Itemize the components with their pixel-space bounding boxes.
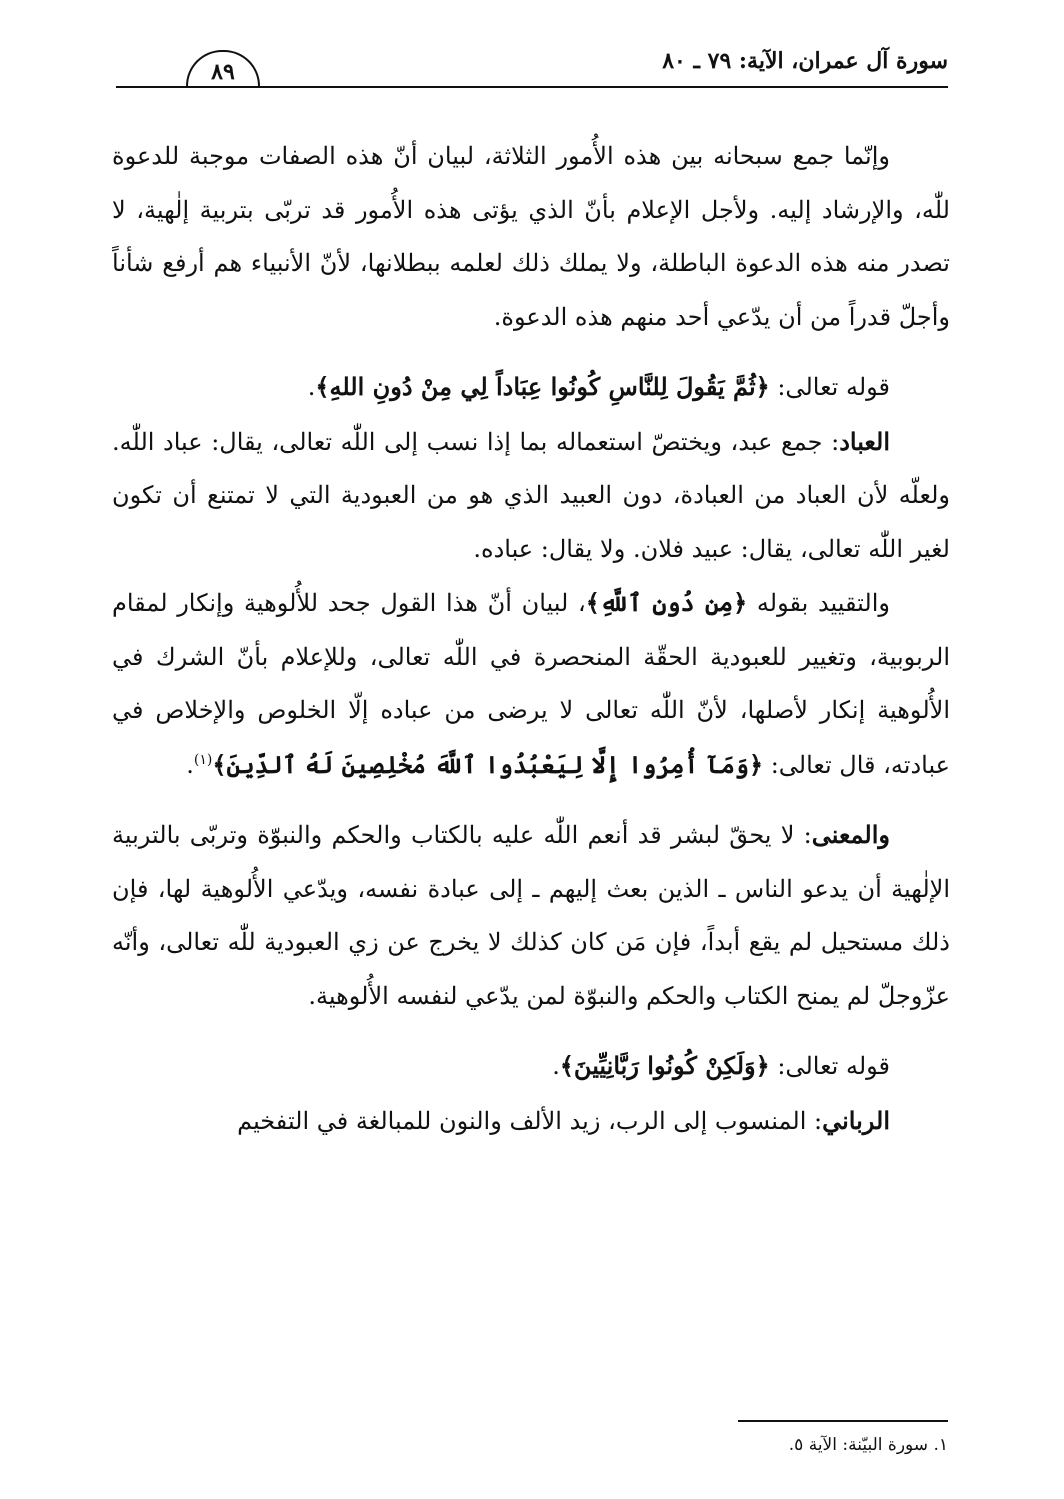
text-line: تكون لغير اللّٰه تعالى، يقال: عبيد فلان. ولا يقال: عباده. (112, 481, 950, 563)
text-line: وإنّما جمع سبحانه بين هذه الأُمور الثلاثة، لبيان أنّ هذه الصفات موجبة (188, 142, 890, 170)
paragraph-verse-1 (112, 360, 950, 415)
paragraph-restriction (112, 576, 950, 792)
text-line: ، لبيان أنّ هذا القول جحد للأُلوهية وإنكار (177, 589, 586, 617)
text-line: للدعوة للّٰه، والإرشاد إليه. ولأجل الإعلام بأنّ الذي يؤتى هذه الأُمور قد تربّى (112, 142, 950, 224)
page-header (116, 46, 948, 86)
text-line: بالتربية الإلٰهية أن يدعو الناس ـ الذين بعث إليهم ـ إلى عبادة نفسه، ويدّعي (112, 821, 950, 903)
paragraph-meaning (112, 808, 950, 1023)
text-line: : لا يحقّ لبشر قد أنعم اللّٰه عليه بالكتاب والحكم والنبوّة وتربّى (189, 821, 812, 849)
text-line: اللّٰه. ولعلّه لأن العباد من العبادة، دون العبيد الذي هو من العبودية التي لا تمتنع أن (112, 427, 950, 509)
page-number: ٨٩ (186, 50, 260, 86)
footnote-rule (738, 1420, 948, 1422)
quran-verse: ﴿وَلَكِنْ كُونُوا رَبَّانِيِّينَ﴾ (559, 1051, 770, 1080)
text-line: : المنسوب إلى الرب، زيد الألف والنون للمبالغة في التفخيم (237, 1106, 823, 1135)
quran-verse: ﴿ثُمَّ يَقُولَ لِلنَّاسِ كُونُوا عِبَاداً لِي مِنْ دُونِ اللهِ﴾ (315, 372, 770, 401)
paragraph-tail: . (186, 750, 194, 779)
text-line: : جمع عبد، ويختصّ استعماله بما إذا نسب إلى اللّٰه تعالى، يقال: عباد (163, 427, 840, 456)
verse-lead: قوله تعالى: (769, 1052, 890, 1080)
footnote: ١. سورة البيّنة: الآية ٥. (788, 1435, 948, 1455)
text-line: والإخلاص في عبادته، قال تعالى: (112, 696, 950, 779)
defined-term: الرباني (822, 1105, 890, 1135)
verse-tail: . (552, 1052, 560, 1080)
verse-tail: . (307, 373, 316, 401)
paragraph-verse-2 (112, 1039, 950, 1094)
defined-term: العباد (839, 426, 890, 456)
header-rule (116, 86, 948, 88)
text-line: الشرك في الأُلوهية إنكار لأصلها، لأنّ اللّٰه تعالى لا يرضى من عباده إلّا الخلوص (112, 642, 950, 724)
text-line: الأُلوهية لها، فإن ذلك مستحيل لم يقع أبداً، فإن مَن كان كذلك لا يخرج عن زي (112, 874, 950, 956)
defined-term: والمعنى (811, 820, 890, 849)
running-title: سورة آل عمران، الآية: ٧٩ ـ ٨٠ (662, 48, 948, 74)
text-line: لمقام الربوبية، وتغيير للعبودية الحقّة المنحصرة في اللّٰه تعالى، وللإعلام بأنّ (112, 589, 950, 671)
paragraph-lead: والتقييد بقوله (747, 589, 890, 617)
quran-phrase: ﴿مِن دُونِ ٱللَّهِ﴾ (585, 588, 748, 617)
text-line: الأنبياء هم أرفع شأناً وأجلّ قدراً من أن يدّعي أحد منهم هذه الدعوة. (112, 249, 950, 331)
text-line: لنفسه الأُلوهية. (308, 981, 458, 1010)
page-body (112, 130, 950, 1148)
text-line: بتربية إلٰهية، لا تصدر منه هذه الدعوة الباطلة، ولا يملك ذلك لعلمه ببطلانها، لأنّ (112, 195, 950, 277)
quran-verse: ﴿وَمَآ أُمِرُوا إِلَّا لِيَعْبُدُوا ٱللَّهَ مُخْلِصِينَ لَهُ ٱلدِّينَ﴾ (212, 749, 764, 779)
paragraph-definition-ibad (112, 415, 950, 577)
paragraph-definition-rabbani (112, 1094, 950, 1149)
text-line: العبودية للّٰه تعالى، وأنّه عزّوجلّ لم يمنح الكتاب والحكم والنبوّة لمن يدّعي (112, 928, 950, 1010)
verse-lead: قوله تعالى: (769, 373, 890, 401)
paragraph-intro (112, 130, 950, 344)
footnote-reference[interactable]: (١) (193, 751, 213, 768)
